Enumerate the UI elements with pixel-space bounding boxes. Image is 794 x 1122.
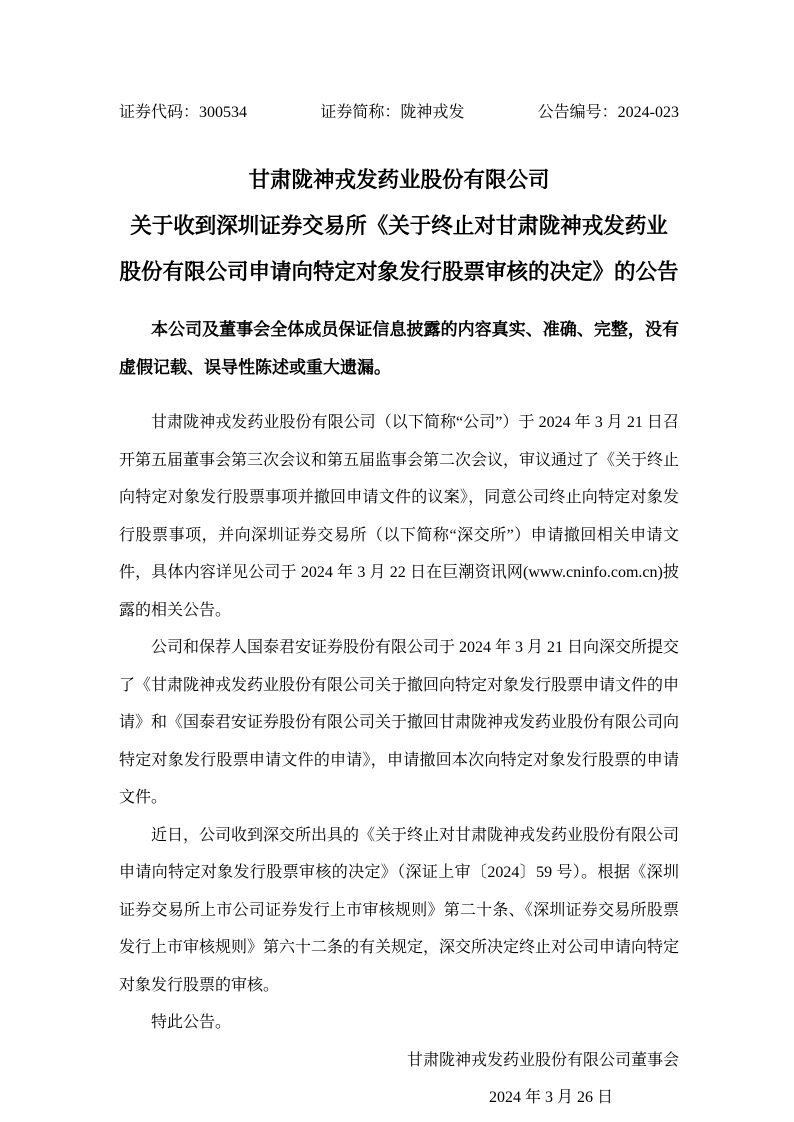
signature-company: 甘肃陇神戎发药业股份有限公司董事会 (406, 1051, 679, 1069)
title-subject-line-2: 股份有限公司申请向特定对象发行股票审核的决定》的公告 (119, 260, 679, 284)
title-subject-line-1: 关于收到深圳证券交易所《关于终止对甘肃陇神戎发药业 (130, 214, 668, 238)
signature-date: 2024 年 3 月 26 日 (488, 1089, 613, 1106)
paragraph-board-meeting: 甘肃陇神戎发药业股份有限公司（以下简称“公司”）于 2024 年 3 月 21 日召开第五届董事会第三次会议和第五届监事会第二次会议，审议通过了《关于终止向特定对象发行股票事项并撤回申请文件的议案》，同意公司终止向特定对象发行股票事项，并向深圳证券交易所（以下简称“深交所”）申请撤回相关申请文件，具体内容详见公司于 2024 年 3 月 22 日在巨潮资讯网(www.cninfo.com.cn)披露的相关公告。 (119, 414, 680, 619)
document-header (119, 103, 679, 123)
stock-code: 证券代码：300534 (119, 104, 248, 121)
truthfulness-declaration: 本公司及董事会全体成员保证信息披露的内容真实、准确、完整，没有虚假记载、误导性陈述或重大遗漏。 (119, 320, 679, 377)
title-company-name: 甘肃陇神戎发药业股份有限公司 (248, 168, 550, 192)
announcement-number: 公告编号：2024-023 (537, 104, 679, 121)
paragraph-withdrawal-application: 公司和保荐人国泰君安证券股份有限公司于 2024 年 3 月 21 日向深交所提交了《甘肃陇神戎发药业股份有限公司关于撤回向特定对象发行股票申请文件的申请》和《国泰君安证券股份有限公司关于撤回甘肃陇神戎发药业股份有限公司向特定对象发行股票申请文件的申请》，申请撤回本次向特定对象发行股票的申请文件。 (119, 639, 680, 806)
document-title (119, 157, 679, 295)
stock-name: 证券简称：陇神戎发 (320, 104, 465, 121)
closing-statement: 特此公告。 (151, 1014, 232, 1031)
paragraph-termination-decision: 近日，公司收到深交所出具的《关于终止对甘肃陇神戎发药业股份有限公司申请向特定对象发行股票审核的决定》（深证上审〔2024〕59 号）。根据《深圳证券交易所上市公司证券发行上市审核规则》第二十条、《深圳证券交易所股票发行上市审核规则》第六十二条的有关规定，深交所决定终止对公司申请向特定对象发行股票的审核。 (119, 826, 680, 994)
document-body (119, 404, 679, 1117)
